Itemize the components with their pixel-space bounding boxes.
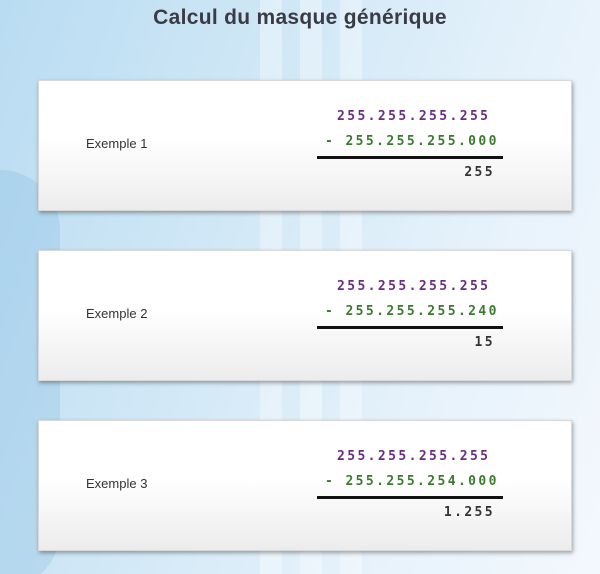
wildcard-result: 1.255 (443, 505, 495, 520)
top-mask-value: 255.255.255.255 (337, 449, 491, 464)
page-title: Calcul du masque générique (153, 6, 447, 29)
subtraction-line (317, 496, 503, 499)
example-card-1 (38, 80, 572, 211)
subtraction-line (317, 156, 503, 159)
example-label: Exemple 2 (86, 306, 148, 321)
subtraction-line (317, 326, 503, 329)
example-label: Exemple 1 (86, 136, 148, 151)
top-mask-value: 255.255.255.255 (337, 109, 491, 124)
example-card-2 (38, 250, 572, 381)
subtracted-mask-value: - 255.255.255.000 (325, 134, 499, 149)
example-label: Exemple 3 (86, 476, 148, 491)
subtracted-mask-value: - 255.255.254.000 (325, 474, 499, 489)
subtracted-mask-value: - 255.255.255.240 (325, 304, 499, 319)
wildcard-result: 255 (464, 165, 495, 180)
wildcard-result: 15 (474, 335, 495, 350)
top-mask-value: 255.255.255.255 (337, 279, 491, 294)
example-card-3 (38, 420, 572, 551)
